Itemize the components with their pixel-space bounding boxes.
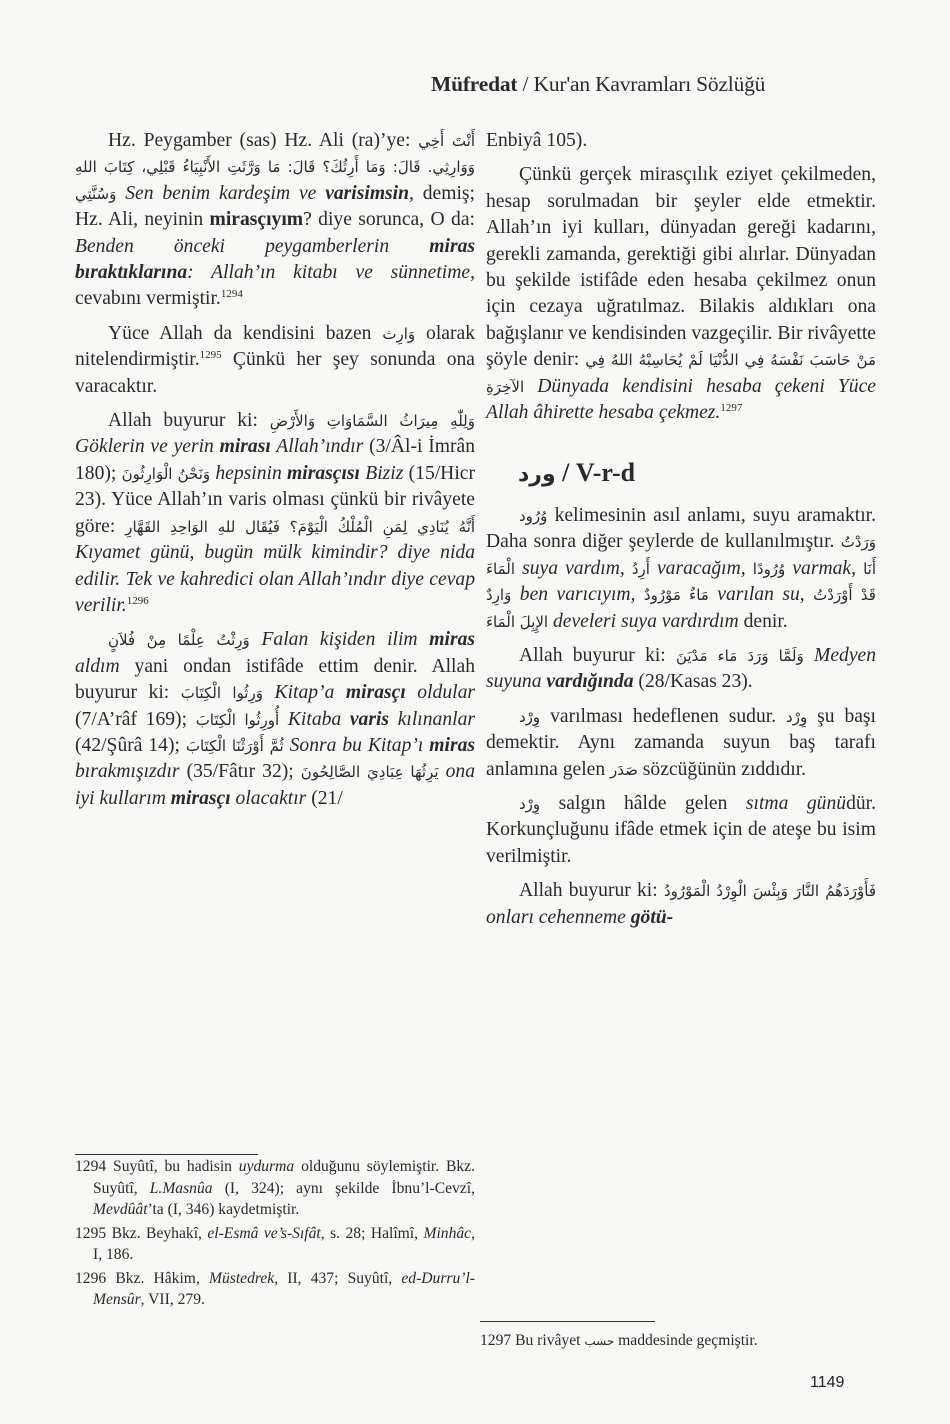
paragraph-cehennem: Allah buyurur ki: فَأَوْرَدَهُمُ النَّارَ وَبِئْسَ الْوِرْدُ الْمَوْرُودُ onları cehenneme götü- (486, 880, 876, 928)
header-book-name: Müfredat (431, 72, 518, 96)
footnote-1295: 1295 Bkz. Beyhakî, el-Esmâ ve’s-Sıfât, s. 28; Halîmî, Minhâc, I, 186. (75, 1224, 476, 1263)
entry-heading: ورد / V-r-d (518, 458, 636, 488)
footnote-number: 1297 (480, 1332, 512, 1349)
paragraph-allah-buyurur: Allah buyurur ki: وَلِلّٰهِ مِيرَاثُ السَّمَاوَاتِ وَالأَرْضِ Göklerin ve yerin mirası Allah’ındır (3/Âl-i İmrân 180); وَنَحْنُ الْوَارِثُونَ hepsinin mirasçısı Biziz (15/Hicr 23). Yüce Allah’ın varis olması çünkü bir rivâyete göre: أَنَّهُ يُنَادِي لِمَنِ الْمُلْكُ الْيَوْمَ؟ فَيُقَال للهِ الوَاحِدِ القَهَّارِ Kıyamet günü, bugün mülk kimindir? diye nida edilir. Tek ve kahredici olan Allah’ındır diye cevap verilir.$^{1296}$ (75, 410, 475, 616)
paragraph-hadith-ali: Hz. Peygamber (sas) Hz. Ali (ra)’ye: أَنْتَ أَخِي وَوَارِثِي. قَالَ: وَمَا أَرِثُكَ؟ قَالَ: مَا وَرَّثَتِ الأَنْبِيَاءُ قَبْلِي، كِتَابَ اللهِ وَسُنَّتِي Sen benim kardeşim ve varisimsin, demiş; Hz. Ali, neyinin mirasçıyım? diye sorunca, O da: Benden önceki peygamberlerin miras bıraktıklarına: Allah’ın kitabı ve sünnetime, cevabını vermiştir.$^{1294}$ (75, 130, 476, 310)
left-column (75, 128, 475, 820)
paragraph-sitma: وِرْد salgın hâlde gelen sıtma günüdür. Korkunçluğunu ifâde etmek için de ateşe bu isim verilmiştir. (486, 792, 877, 867)
paragraph-vurud: وُرُود kelimesinin asıl anlamı, suyu aramaktır. Daha sonra diğer şeylerde de kullanılmıştır. وَرَدْتُ الْمَاءَ suya vardım, أَرِدُ varacağım, وُرُودًا varmak, أَنَا وَارِدٌ ben varıcıyım, مَاءٌ مَوْرُودٌ varılan su, قَدْ أَوْرَدْتُ الإِبِلَ الْمَاءَ develeri suya vardırdım denir. (486, 504, 876, 632)
footnote-1297: 1297 Bu rivâyet حسب maddesinde geçmiştir. (480, 1332, 758, 1349)
footnote-number: 1296 (75, 1269, 107, 1287)
paragraph-varistu-ilm: وَرِثْتُ عِلْمًا مِنْ فُلاَنٍ Falan kişiden ilim miras aldım yani ondan istifâde ettim denir. Allah buyurur ki: وَرِثُوا الْكِتَابَ Kitap’a mirasçı oldular (7/A’râf 169); أُورِثُوا الْكِتَابَ Kitaba varis kılınanlar (42/Şûrâ 14); ثُمَّ أَوْرَثْنَا الْكِتَابَ Sonra bu Kitap’ı miras bırakmışızdır (35/Fâtır 32); يَرِثُهَا عِبَادِيَ الصَّالِحُونَ ona iyi kullarım mirasçı olacaktır (21/ (75, 629, 476, 809)
footnote-ref[interactable]: 1296 (126, 594, 149, 607)
paragraph-gercek-mirascilik: Çünkü gerçek mirasçılık eziyet çekilmeden, hesap sorulmadan bir şeyler elde etmektir. Allah’ın iyi kulları, dünyadan gereği kadarını, gerekli zamanda, gerektiği gibi alırlar. Dünyadan bu şekilde istifâde eden hesaba çekilmez onun için cezaya uğratılmaz. Bilakis aldıkları ona bağışlanır ve kendisinden vazgeçilir. Bir rivâyette şöyle denir: مَنْ حَاسَبَ نَفْسَهُ فِي الدُّنْيَا لَمْ يُحَاسِبْهُ اللهُ فِي الآخِرَةِ Dünyada kendisini hesaba çekeni Yüce Allah âhirette hesaba çekmez.$^{1297}$ (486, 164, 877, 424)
footnote-number: 1294 (75, 1158, 107, 1175)
footnote-ref[interactable]: 1297 (720, 402, 743, 415)
paragraph-varis: Yüce Allah da kendisini bazen وَارِث olarak nitelendirmiştir.$^{1295}$ Çünkü her şey sonunda ona varacaktır. (75, 322, 475, 397)
footnotes-left (75, 1156, 475, 1313)
footnote-number: 1295 (75, 1224, 107, 1242)
heading-arabic-root: ورد (518, 462, 556, 488)
paragraph-vird: وِرْد varılması hedeflenen sudur. وِرْد şu başı demektir. Aynı zamanda suyun baş tarafı anlamına gelen صَدَر sözcüğünün zıddıdır. (486, 705, 877, 780)
footnote-ref[interactable]: 1295 (199, 349, 222, 362)
footnote-ref[interactable]: 1294 (220, 288, 243, 301)
arabic-hadith: أَنْتَ أَخِي وَوَارِثِي. قَالَ: وَمَا أَرِثُكَ؟ قَالَ: مَا وَرَّثَتِ الأَنْبِيَاءُ قَبْلِي، كِتَابَ اللهِ وَسُنَّتِي (75, 132, 475, 203)
running-header (431, 72, 765, 97)
header-separator: / (517, 72, 534, 96)
right-column (486, 128, 876, 939)
footnote-divider (480, 1321, 655, 1322)
footnote-1296: 1296 Bkz. Hâkim, Müstedrek, II, 437; Suyûtî, ed-Durru’l-Mensûr, VII, 279. (75, 1269, 475, 1308)
footnotes-right (480, 1330, 880, 1355)
page-number: 1149 (810, 1374, 845, 1391)
header-book-title: Kur'an Kavramları Sözlüğü (533, 72, 766, 96)
heading-latin-root: V-r-d (575, 458, 636, 488)
paragraph-continuation: Enbiyâ 105). (486, 130, 588, 151)
paragraph-medyen: Allah buyurur ki: وَلَمَّا وَرَدَ مَاء مَدْيَنَ Medyen suyuna vardığında (28/Kasas 23). (486, 644, 877, 693)
footnote-1294: 1294 Suyûtî, bu hadisin uydurma olduğunu söylemiştir. Bkz. Suyûtî, L.Masnûa (I, 324); aynı şekilde İbnu’l-Cevzî, Mevdûât’ta (I, 346) kaydetmiştir. (75, 1158, 475, 1218)
footnote-divider (75, 1154, 258, 1155)
